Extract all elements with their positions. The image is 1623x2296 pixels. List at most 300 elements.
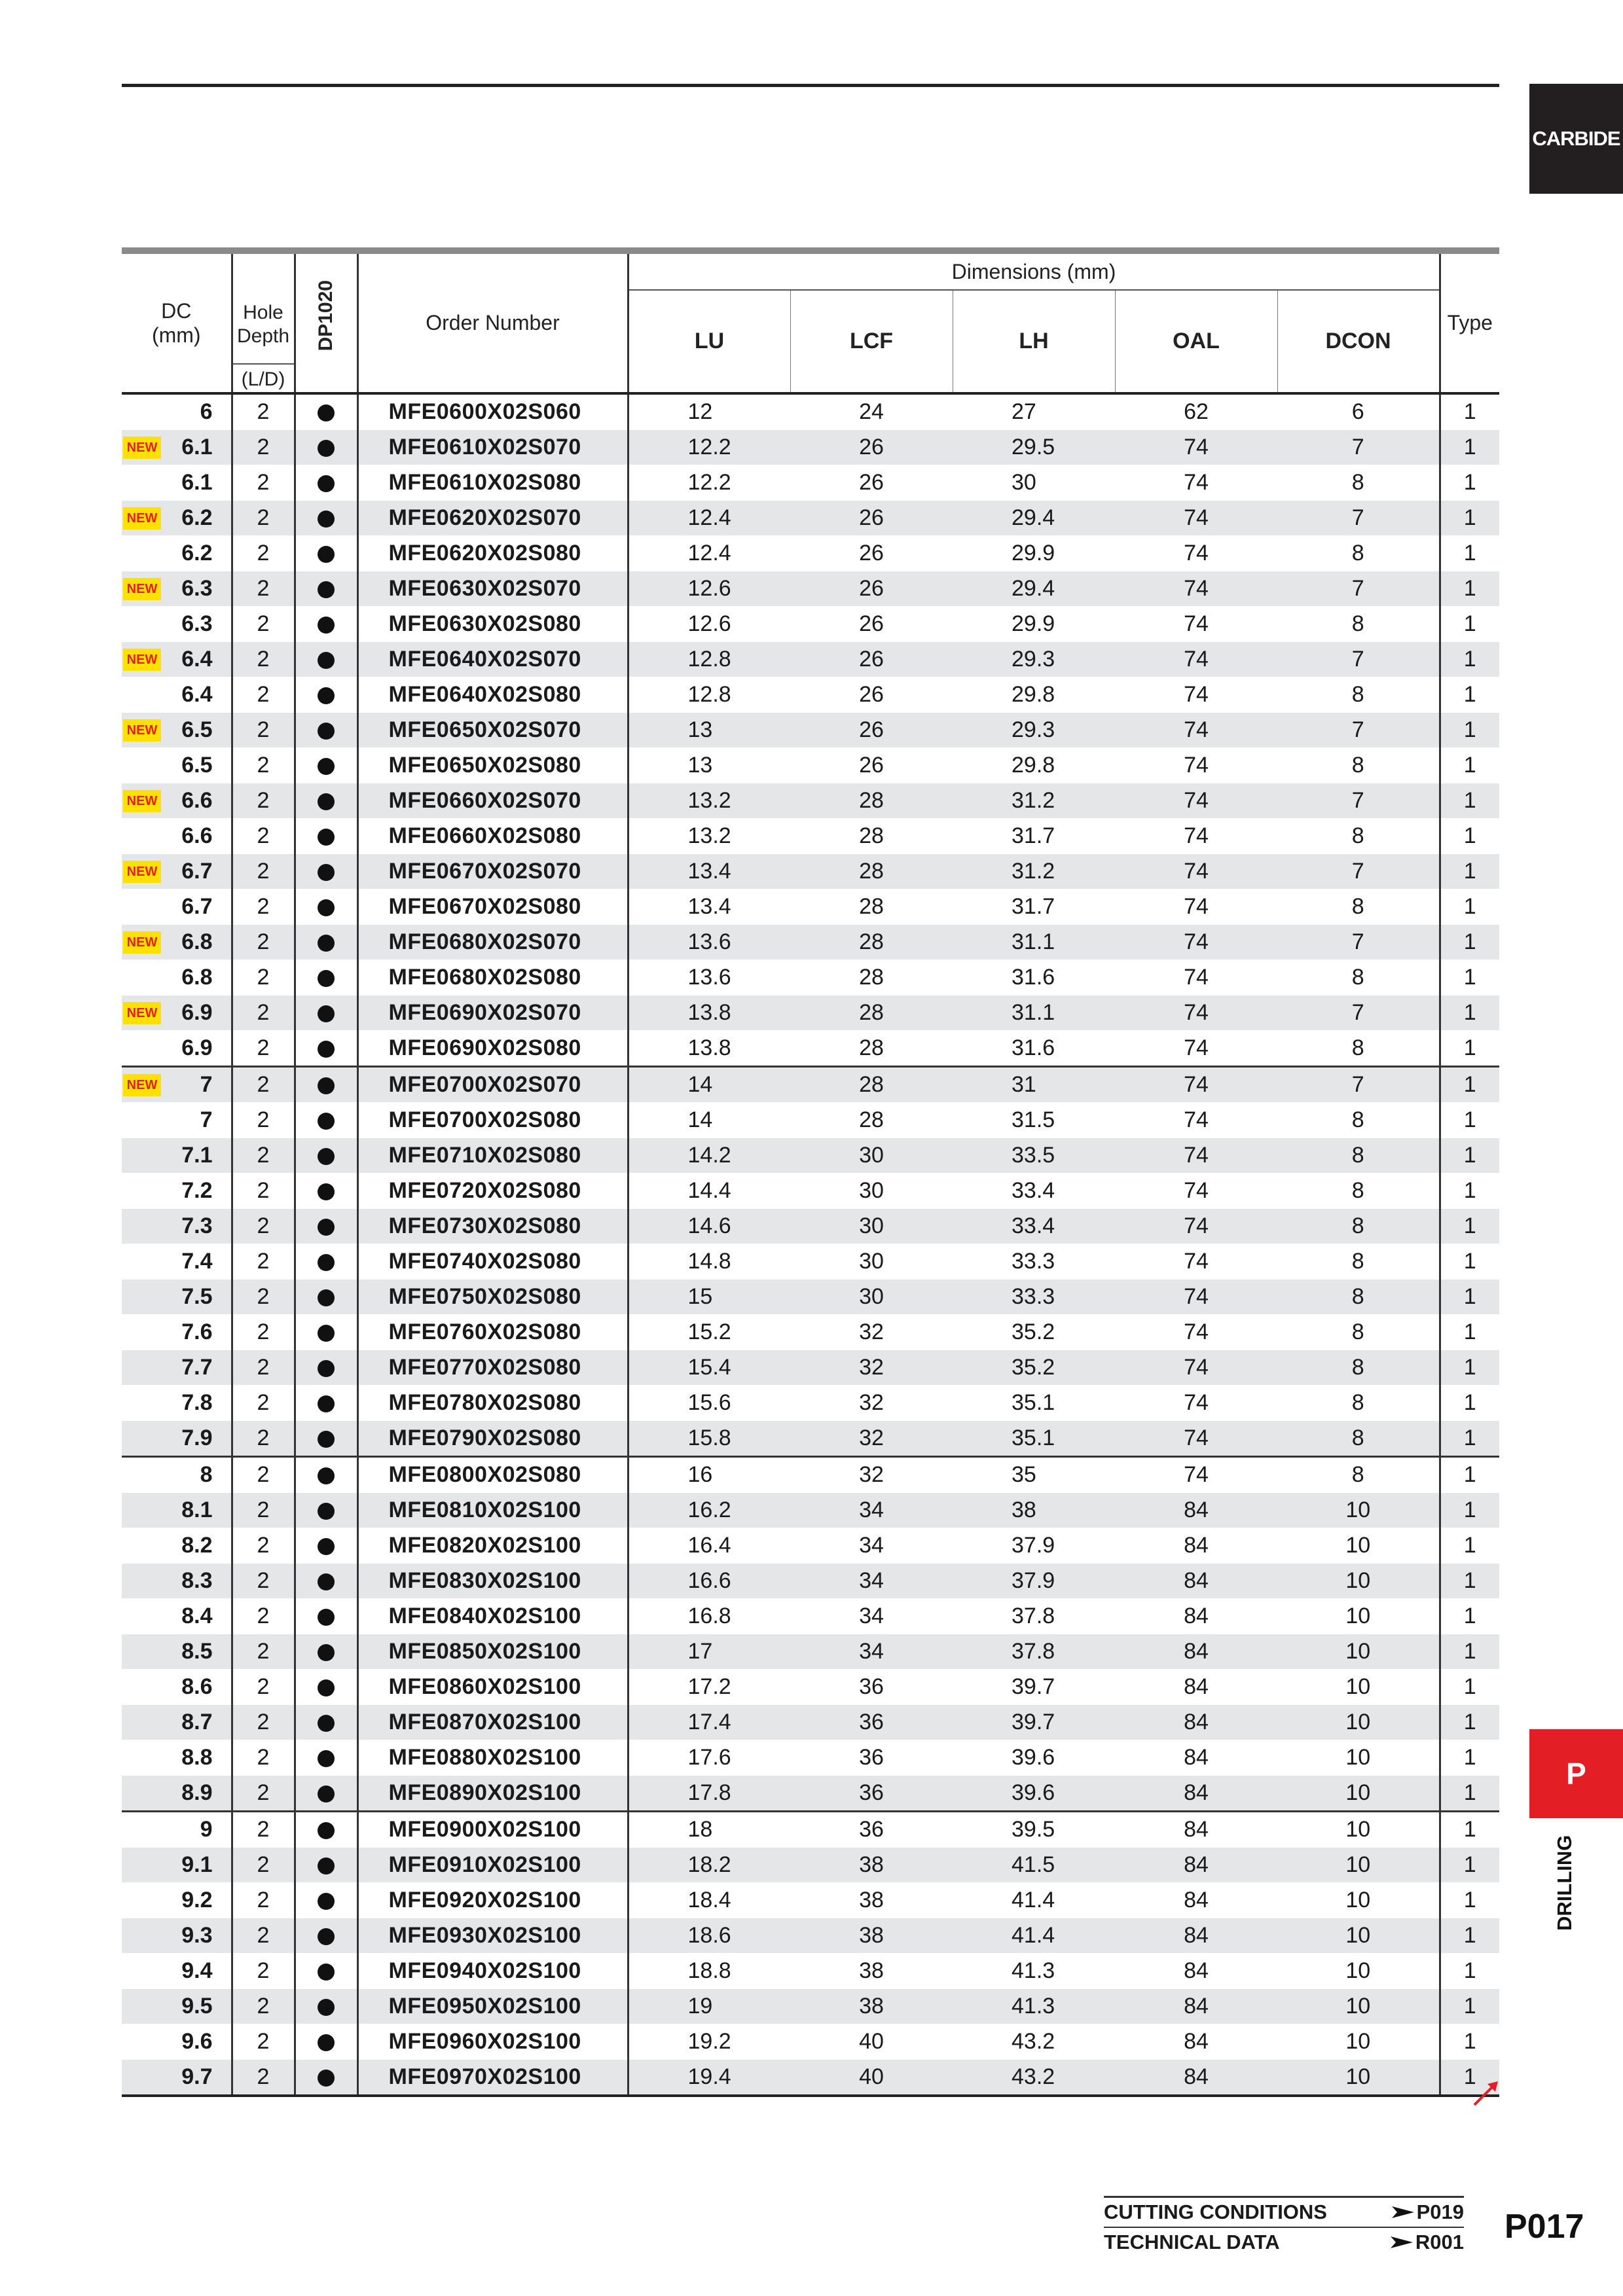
cell-lu: 16.8 [687,1604,731,1628]
cell-hd: 2 [232,642,295,677]
cell-oal: 74 [1115,430,1277,465]
cell-dc-value: 8.1 [181,1498,213,1522]
cell-type: 1 [1440,713,1499,748]
cell-order: MFE0770X02S080 [357,1350,628,1386]
cell-dc [122,889,232,925]
cell-hd: 2 [232,1599,295,1634]
cell-oal: 74 [1184,1178,1209,1203]
grade-availability-cell [295,1244,357,1280]
cell-hd: 2 [232,571,295,607]
cell-dc-value: 8.4 [181,1604,213,1628]
available-dot-icon [318,652,335,669]
cell-dcon: 8 [1277,1209,1440,1244]
cell-dc-value: 7.4 [181,1249,213,1274]
cell-dc [122,1776,232,1812]
cell-dcon: 7 [1277,783,1440,819]
cell-lu: 14.2 [628,1138,790,1174]
cell-dc [122,1280,232,1315]
grade-availability-cell [295,677,357,713]
cell-dc [122,607,232,642]
cell-dc [122,393,232,430]
available-dot-icon [318,758,335,775]
cell-oal: 74 [1115,1138,1277,1174]
cell-dcon: 7 [1277,854,1440,889]
cell-type: 1 [1440,1493,1499,1528]
cell-lu: 16.6 [628,1564,790,1599]
cell-dc [122,925,232,960]
cell-dcon: 10 [1277,1705,1440,1740]
available-dot-icon [318,1148,335,1165]
table-row [122,819,1499,854]
cell-order: MFE0830X02S100 [357,1564,628,1599]
cell-oal: 84 [1184,1888,1209,1912]
cell-dcon: 8 [1277,1457,1440,1493]
grade-availability-cell [295,1174,357,1209]
cell-type: 1 [1463,1745,1476,1770]
cell-dc [122,536,232,571]
available-dot-icon [318,935,335,952]
available-dot-icon [318,1679,335,1696]
cell-lh: 41.3 [1012,1958,1055,1983]
table-row [122,1528,1499,1564]
new-badge: NEW [123,1074,161,1096]
available-dot-icon [318,1893,335,1910]
cell-order: MFE0870X02S100 [357,1705,628,1740]
cell-type: 1 [1463,1888,1476,1912]
cell-order: MFE0690X02S080 [357,1031,628,1067]
cell-type: 1 [1463,682,1476,707]
cell-dc [122,960,232,996]
cell-order: MFE0960X02S100 [357,2024,628,2060]
grade-availability-cell [295,960,357,996]
cell-lcf: 30 [790,1209,953,1244]
cell-dcon: 8 [1277,1103,1440,1138]
table-row [122,1244,1499,1280]
cell-oal: 84 [1115,1776,1277,1812]
cell-hd: 2 [232,1315,295,1350]
grade-availability-cell [295,1776,357,1812]
cell-dc-value: 8.8 [181,1745,213,1770]
cell-dc-value: 7 [200,1072,213,1097]
cell-lu: 15.6 [687,1390,731,1415]
cell-dc [122,1528,232,1564]
table-row [122,430,1499,465]
cell-dc [122,1315,232,1350]
cell-hd: 2 [232,607,295,642]
cell-oal: 74 [1115,783,1277,819]
cell-order: MFE0720X02S080 [357,1174,628,1209]
cell-dc-value: 7.2 [181,1178,213,1203]
cell-lcf: 30 [790,1280,953,1315]
cutting-conditions-label: CUTTING CONDITIONS [1104,2200,1327,2223]
cell-lh: 31.1 [953,925,1115,960]
cell-lu: 19.4 [628,2060,790,2096]
cell-dc-value: 6.7 [181,859,213,884]
cell-lcf: 26 [859,753,884,778]
grade-availability-cell [295,1280,357,1315]
cell-order: MFE0630X02S070 [357,571,628,607]
cell-lh: 31.2 [953,783,1115,819]
cell-hd: 2 [232,1457,295,1493]
cell-hd: 2 [232,1989,295,2024]
cell-dcon: 10 [1277,1918,1440,1954]
table-row [122,393,1499,430]
table-row [122,996,1499,1031]
cell-lcf: 38 [859,1888,884,1912]
cell-dc-value: 9.6 [181,2029,213,2054]
cell-lcf: 30 [790,1138,953,1174]
cell-hd: 2 [232,1954,295,1989]
cell-dc [122,1848,232,1883]
header-lh: LH [953,290,1115,393]
table-row [122,2060,1499,2096]
cell-lh: 31.6 [1012,965,1055,990]
cell-type: 1 [1440,1918,1499,1954]
cell-order: MFE0950X02S100 [357,1989,628,2024]
cell-lu: 18 [628,1812,790,1848]
cell-dcon: 10 [1277,1740,1440,1776]
cell-type: 1 [1463,1390,1476,1415]
cell-lu: 15.8 [628,1421,790,1457]
grade-availability-cell [295,1457,357,1493]
cell-type: 1 [1463,1319,1476,1344]
available-dot-icon [318,1254,335,1271]
cell-order: MFE0640X02S080 [357,677,628,713]
table-row [122,1740,1499,1776]
cell-dc-value: 8.6 [181,1674,213,1699]
cell-lcf: 28 [859,965,884,990]
grade-availability-cell [295,783,357,819]
table-row [122,1634,1499,1670]
cell-lcf: 34 [859,1604,884,1628]
table-row [122,748,1499,783]
cell-lu: 12.2 [628,430,790,465]
cutting-conditions-link[interactable] [1104,2196,1464,2227]
grade-availability-cell [295,748,357,783]
cell-order: MFE0850X02S100 [357,1634,628,1670]
cell-dc [122,783,232,819]
cell-lu: 17.6 [687,1745,731,1770]
cell-dcon: 8 [1277,748,1440,783]
cell-hd: 2 [232,1918,295,1954]
cell-order: MFE0710X02S080 [357,1138,628,1174]
cell-dc [122,571,232,607]
cell-lcf: 34 [790,1493,953,1528]
cell-dc [122,748,232,783]
cell-order: MFE0690X02S070 [357,996,628,1031]
cell-lu: 15.4 [628,1350,790,1386]
cell-dc-value: 9 [200,1817,213,1842]
cell-type: 1 [1463,823,1476,848]
cell-dc-value: 9.5 [181,1994,213,2018]
grade-availability-cell [295,713,357,748]
cell-dcon: 10 [1277,1989,1440,2024]
grade-availability-cell [295,1421,357,1457]
cell-lh: 29.3 [953,642,1115,677]
cell-type: 1 [1440,1812,1499,1848]
new-badge: NEW [123,437,161,459]
table-row [122,1670,1499,1705]
cell-type: 1 [1440,642,1499,677]
cell-dc [122,1174,232,1209]
cell-lu: 18.4 [687,1888,731,1912]
cell-dc-value: 6.1 [181,470,213,495]
cell-type: 1 [1440,1564,1499,1599]
cell-lcf: 32 [859,1319,884,1344]
grade-availability-cell [295,1493,357,1528]
cell-lcf: 36 [790,1812,953,1848]
available-dot-icon [318,1219,335,1236]
available-dot-icon [318,1785,335,1803]
top-rule [122,84,1499,87]
available-dot-icon [318,617,335,634]
cell-lcf: 36 [859,1745,884,1770]
cell-oal: 74 [1115,571,1277,607]
cell-lh: 29.9 [1012,541,1055,565]
cell-lu: 14.4 [687,1178,731,1203]
cell-lh: 33.3 [1012,1249,1055,1274]
table-row [122,1493,1499,1528]
technical-data-link[interactable] [1104,2227,1464,2257]
cell-lcf: 32 [790,1421,953,1457]
available-dot-icon [318,1113,335,1130]
cell-hd: 2 [232,889,295,925]
cell-oal: 84 [1115,2060,1277,2096]
cell-dc [122,1812,232,1848]
cell-dcon: 8 [1277,536,1440,571]
cell-dcon: 10 [1277,1812,1440,1848]
cell-lu: 13.8 [628,996,790,1031]
cell-hd: 2 [232,677,295,713]
cell-lh: 39.6 [1012,1745,1055,1770]
cell-dc [122,1634,232,1670]
grade-availability-cell [295,1634,357,1670]
cell-lcf: 34 [790,1564,953,1599]
cell-oal: 74 [1184,965,1209,990]
cell-dcon: 10 [1277,1848,1440,1883]
cell-dc-value: 6.5 [181,753,213,778]
cell-type: 1 [1463,399,1476,424]
new-badge: NEW [123,578,161,600]
grade-availability-cell [295,1315,357,1350]
cell-lh: 33.4 [953,1209,1115,1244]
grade-availability-cell [295,854,357,889]
available-dot-icon [318,1395,335,1412]
cell-lu: 13 [628,713,790,748]
table-row [122,1599,1499,1634]
cell-type: 1 [1440,1280,1499,1315]
cell-hd: 2 [232,1848,295,1883]
available-dot-icon [318,1325,335,1342]
new-badge: NEW [123,507,161,529]
cell-order: MFE0670X02S070 [357,854,628,889]
cell-oal: 74 [1115,1280,1277,1315]
cell-lu: 13.4 [687,894,731,919]
cell-order: MFE0910X02S100 [357,1848,628,1883]
cell-dc-value: 7 [200,1107,213,1132]
cell-oal: 74 [1115,996,1277,1031]
cell-oal: 74 [1184,470,1209,495]
cell-hd: 2 [232,819,295,854]
grade-availability-cell [295,1989,357,2024]
cell-order: MFE0610X02S080 [357,465,628,501]
cell-dc [122,1457,232,1493]
cell-hd: 2 [232,430,295,465]
available-dot-icon [318,1041,335,1058]
cell-dcon: 8 [1277,1315,1440,1350]
cell-type: 1 [1440,783,1499,819]
cell-lu: 13.2 [628,783,790,819]
cell-lu: 19.2 [687,2029,731,2054]
available-dot-icon [318,1573,335,1590]
cell-lcf: 30 [859,1249,884,1274]
cell-oal: 84 [1184,2029,1209,2054]
cell-dc [122,1670,232,1705]
cell-hd: 2 [232,1883,295,1918]
cell-dc-value: 6 [200,399,213,424]
cell-dc-value: 6.5 [181,717,213,742]
cell-dcon: 7 [1277,501,1440,536]
cell-lu: 12.6 [628,571,790,607]
cell-order: MFE0620X02S080 [357,536,628,571]
available-dot-icon [318,829,335,846]
cell-lh: 29.9 [1012,611,1055,636]
cell-oal: 84 [1184,1533,1209,1558]
cell-hd: 2 [232,1244,295,1280]
table-top-bar [122,247,1499,254]
cell-type: 1 [1440,1705,1499,1740]
cell-dcon: 8 [1277,607,1440,642]
cell-dcon: 10 [1277,1493,1440,1528]
table-row [122,1209,1499,1244]
cell-dc-value: 6.9 [181,1035,213,1060]
cell-lcf: 26 [790,501,953,536]
cell-oal: 84 [1115,1989,1277,2024]
cell-oal: 74 [1184,1035,1209,1060]
header-dc [122,254,232,393]
cell-hd: 2 [232,465,295,501]
grade-availability-cell [295,1528,357,1564]
cell-order: MFE0890X02S100 [357,1776,628,1812]
cell-dc-value: 9.2 [181,1888,213,1912]
cell-lcf: 28 [859,894,884,919]
cell-oal: 84 [1184,1604,1209,1628]
available-dot-icon [318,1999,335,2016]
cell-lcf: 24 [859,399,884,424]
cell-dc [122,1705,232,1740]
cell-lh: 35.2 [1012,1319,1055,1344]
cell-oal: 84 [1115,1493,1277,1528]
cell-lcf: 32 [790,1457,953,1493]
cell-lcf: 32 [790,1350,953,1386]
cell-hd: 2 [232,783,295,819]
cell-type: 1 [1463,470,1476,495]
cell-hd: 2 [232,1174,295,1209]
cell-lh: 29.4 [953,571,1115,607]
cell-type: 1 [1463,1674,1476,1699]
cell-oal: 74 [1115,1209,1277,1244]
cell-lh: 37.8 [953,1634,1115,1670]
cell-dc [122,1209,232,1244]
cell-hd: 2 [232,393,295,430]
available-dot-icon [318,404,335,422]
cell-dc [122,713,232,748]
cell-lu: 13.4 [628,854,790,889]
cell-hd: 2 [232,1386,295,1421]
cell-lh: 38 [953,1493,1115,1528]
grade-availability-cell [295,2024,357,2060]
cell-lcf: 26 [859,541,884,565]
cell-lu: 14.8 [687,1249,731,1274]
table-row [122,501,1499,536]
cell-dc-value: 6.3 [181,611,213,636]
cell-order: MFE0730X02S080 [357,1209,628,1244]
cell-dcon: 8 [1277,1244,1440,1280]
available-dot-icon [318,2034,335,2051]
cell-dcon: 10 [1277,1670,1440,1705]
grade-availability-cell [295,501,357,536]
new-badge: NEW [123,719,161,742]
cell-hd: 2 [232,1528,295,1564]
cell-dc-value: 6.1 [181,435,213,459]
cell-dcon: 8 [1277,1421,1440,1457]
available-dot-icon [318,1715,335,1732]
cell-lu: 12.4 [687,541,731,565]
new-badge: NEW [123,1002,161,1024]
cell-lu: 12.8 [687,682,731,707]
cell-order: MFE0600X02S060 [357,393,628,430]
cell-hd: 2 [232,1103,295,1138]
cell-dcon: 8 [1277,1174,1440,1209]
cell-order: MFE0640X02S070 [357,642,628,677]
cell-lh: 41.5 [953,1848,1115,1883]
table-row [122,1174,1499,1209]
header-oal: OAL [1115,290,1277,393]
table-row [122,1954,1499,1989]
cell-type: 1 [1440,1421,1499,1457]
cell-order: MFE0760X02S080 [357,1315,628,1350]
cell-dc [122,854,232,889]
cell-lh: 39.7 [1012,1674,1055,1699]
cell-type: 1 [1440,1350,1499,1386]
cell-type: 1 [1440,1067,1499,1103]
cell-lh: 35 [953,1457,1115,1493]
cell-lh: 27 [1012,399,1036,424]
cell-order: MFE0780X02S080 [357,1386,628,1421]
cell-dc-value: 7.1 [181,1143,213,1168]
cell-order: MFE0680X02S070 [357,925,628,960]
available-dot-icon [318,687,335,704]
cell-lu: 12 [687,399,713,424]
cell-dc [122,1989,232,2024]
cell-dc-value: 6.8 [181,929,213,954]
cell-type: 1 [1463,894,1476,919]
header-hole-depth [232,254,295,393]
cell-dc [122,996,232,1031]
cell-oal: 74 [1115,854,1277,889]
cell-dc [122,1386,232,1421]
available-dot-icon [318,2070,335,2087]
cell-oal: 84 [1184,1958,1209,1983]
cell-dc-value: 9.7 [181,2064,213,2089]
p-tab[interactable]: P [1529,1729,1623,1818]
cell-type: 1 [1440,501,1499,536]
cell-lh: 31.6 [1012,1035,1055,1060]
cell-lu: 16.2 [628,1493,790,1528]
cell-dc-value: 6.4 [181,682,213,707]
cell-lu: 17 [628,1634,790,1670]
carbide-tab[interactable]: CARBIDE [1529,84,1623,194]
